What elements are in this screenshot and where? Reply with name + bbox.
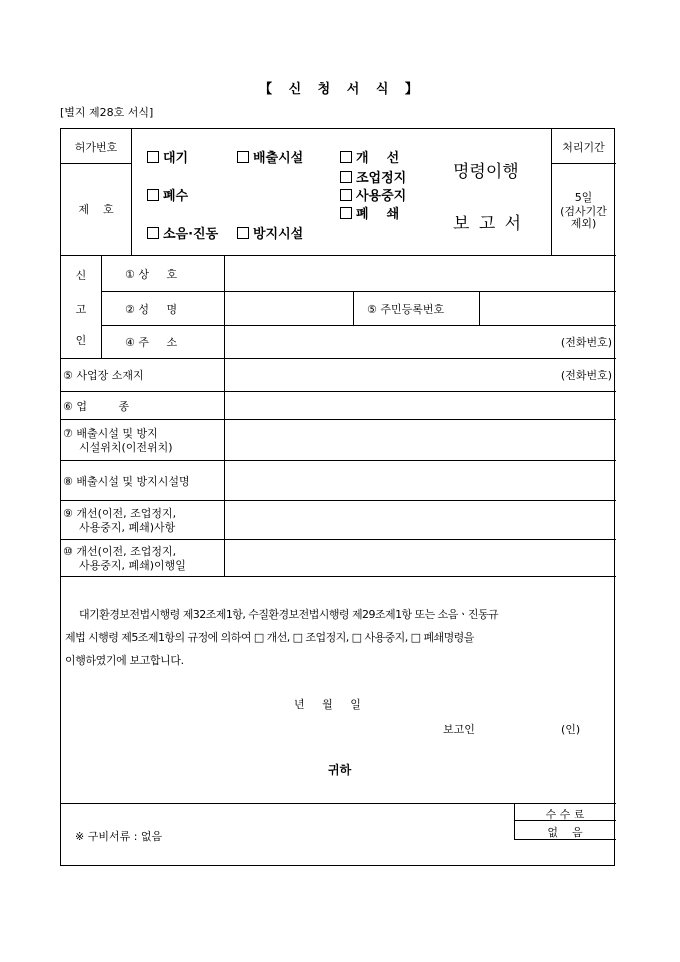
processing-period-note: (검사기간 제외) <box>560 205 607 230</box>
checkbox-use-suspension[interactable]: 사용중지 <box>340 185 406 204</box>
checkbox-icon <box>237 151 249 163</box>
checkbox-wastewater[interactable]: 폐수 <box>147 185 188 204</box>
checkbox-closure[interactable]: 폐 쇄 <box>340 203 399 222</box>
improvement-item-label-1: ⑨ 개선(이전, 조업정지, <box>63 507 177 520</box>
statement-line-2: 제법 시행령 제5조제1항의 규정에 의하여 □ 개선, □ 조업정지, □ 사용중지, □ 폐쇄명령을 <box>65 631 474 644</box>
completion-date-label-1: ⑩ 개선(이전, 조업정지, <box>63 545 177 558</box>
form-frame <box>60 128 615 866</box>
recipient-label: 귀하 <box>328 763 352 777</box>
permit-number-label: 허가번호 <box>74 141 118 154</box>
trade-name-label: ① 상 호 <box>125 268 178 281</box>
report-date: 년 월 일 <box>294 698 361 711</box>
industry-label: ⑥ 업 종 <box>63 400 130 413</box>
resident-number-field[interactable] <box>481 293 613 323</box>
checkbox-icon <box>340 171 352 183</box>
facility-location-label-1: ⑦ 배출시설 및 방지 <box>63 427 158 440</box>
fee-label: 수 수 료 <box>545 808 585 821</box>
statement-line-3: 이행하였기에 보고합니다. <box>65 654 184 667</box>
applicant-label-3: 인 <box>75 334 87 347</box>
site-location-label: ⑤ 사업장 소재지 <box>63 369 144 382</box>
site-location-field[interactable] <box>227 360 547 389</box>
document-title-line1: 명령이행 <box>453 162 519 182</box>
applicant-label-1: 신 <box>75 269 87 282</box>
improvement-item-field[interactable] <box>227 502 613 537</box>
checkbox-noise-vibration[interactable]: 소음·진동 <box>147 223 218 242</box>
seal-mark: (인) <box>561 723 581 736</box>
document-title-line2: 보 고 서 <box>453 214 524 234</box>
required-documents: ※ 구비서류 : 없음 <box>75 830 163 843</box>
checkbox-icon <box>147 151 159 163</box>
address-label: ④ 주 소 <box>125 336 178 349</box>
site-phone-label: (전화번호) <box>560 369 612 382</box>
checkbox-emission-facility[interactable]: 배출시설 <box>237 147 303 166</box>
reporter-label: 보고인 <box>443 723 475 736</box>
address-field[interactable] <box>227 327 547 356</box>
checkbox-air[interactable]: 대기 <box>147 147 188 166</box>
address-phone-label: (전화번호) <box>560 336 612 349</box>
applicant-label-2: 고 <box>75 303 87 316</box>
statement-line-1: 대기환경보전법시행령 제32조제1항, 수질환경보전법시행령 제29조제1항 또는 소음ㆍ진동규 <box>79 608 499 621</box>
checkbox-icon <box>147 189 159 201</box>
checkbox-icon <box>147 227 159 239</box>
checkbox-icon <box>340 207 352 219</box>
completion-date-field[interactable] <box>227 541 613 574</box>
facility-name-label: ⑧ 배출시설 및 방지시설명 <box>63 475 190 488</box>
serial-number-label: 제 호 <box>78 203 114 216</box>
page-title: 【 신 청 서 식 】 <box>259 82 421 97</box>
checkbox-improvement[interactable]: 개 선 <box>340 147 399 166</box>
processing-period-label: 처리기간 <box>562 141 605 154</box>
trade-name-field[interactable] <box>227 257 613 289</box>
checkbox-icon <box>340 151 352 163</box>
checkbox-operation-suspension[interactable]: 조업정지 <box>340 167 406 186</box>
industry-field[interactable] <box>227 393 613 418</box>
checkbox-icon <box>237 227 249 239</box>
improvement-item-label-2: 사용중지, 폐쇄)사항 <box>79 521 176 534</box>
processing-period-value: 5일 <box>574 191 593 204</box>
fee-value: 없 음 <box>547 826 583 839</box>
checkbox-prevention-facility[interactable]: 방지시설 <box>237 223 303 242</box>
name-label: ② 성 명 <box>125 303 178 316</box>
facility-name-field[interactable] <box>227 462 613 498</box>
facility-location-label-2: 시설위치(이전위치) <box>79 441 173 454</box>
checkbox-icon <box>340 189 352 201</box>
form-number: [별지 제28호 서식] <box>60 106 154 119</box>
resident-number-label: ⑤ 주민등록번호 <box>367 303 445 316</box>
facility-location-field[interactable] <box>227 421 613 458</box>
completion-date-label-2: 사용중지, 폐쇄)이행일 <box>79 559 186 572</box>
name-field[interactable] <box>227 293 351 323</box>
